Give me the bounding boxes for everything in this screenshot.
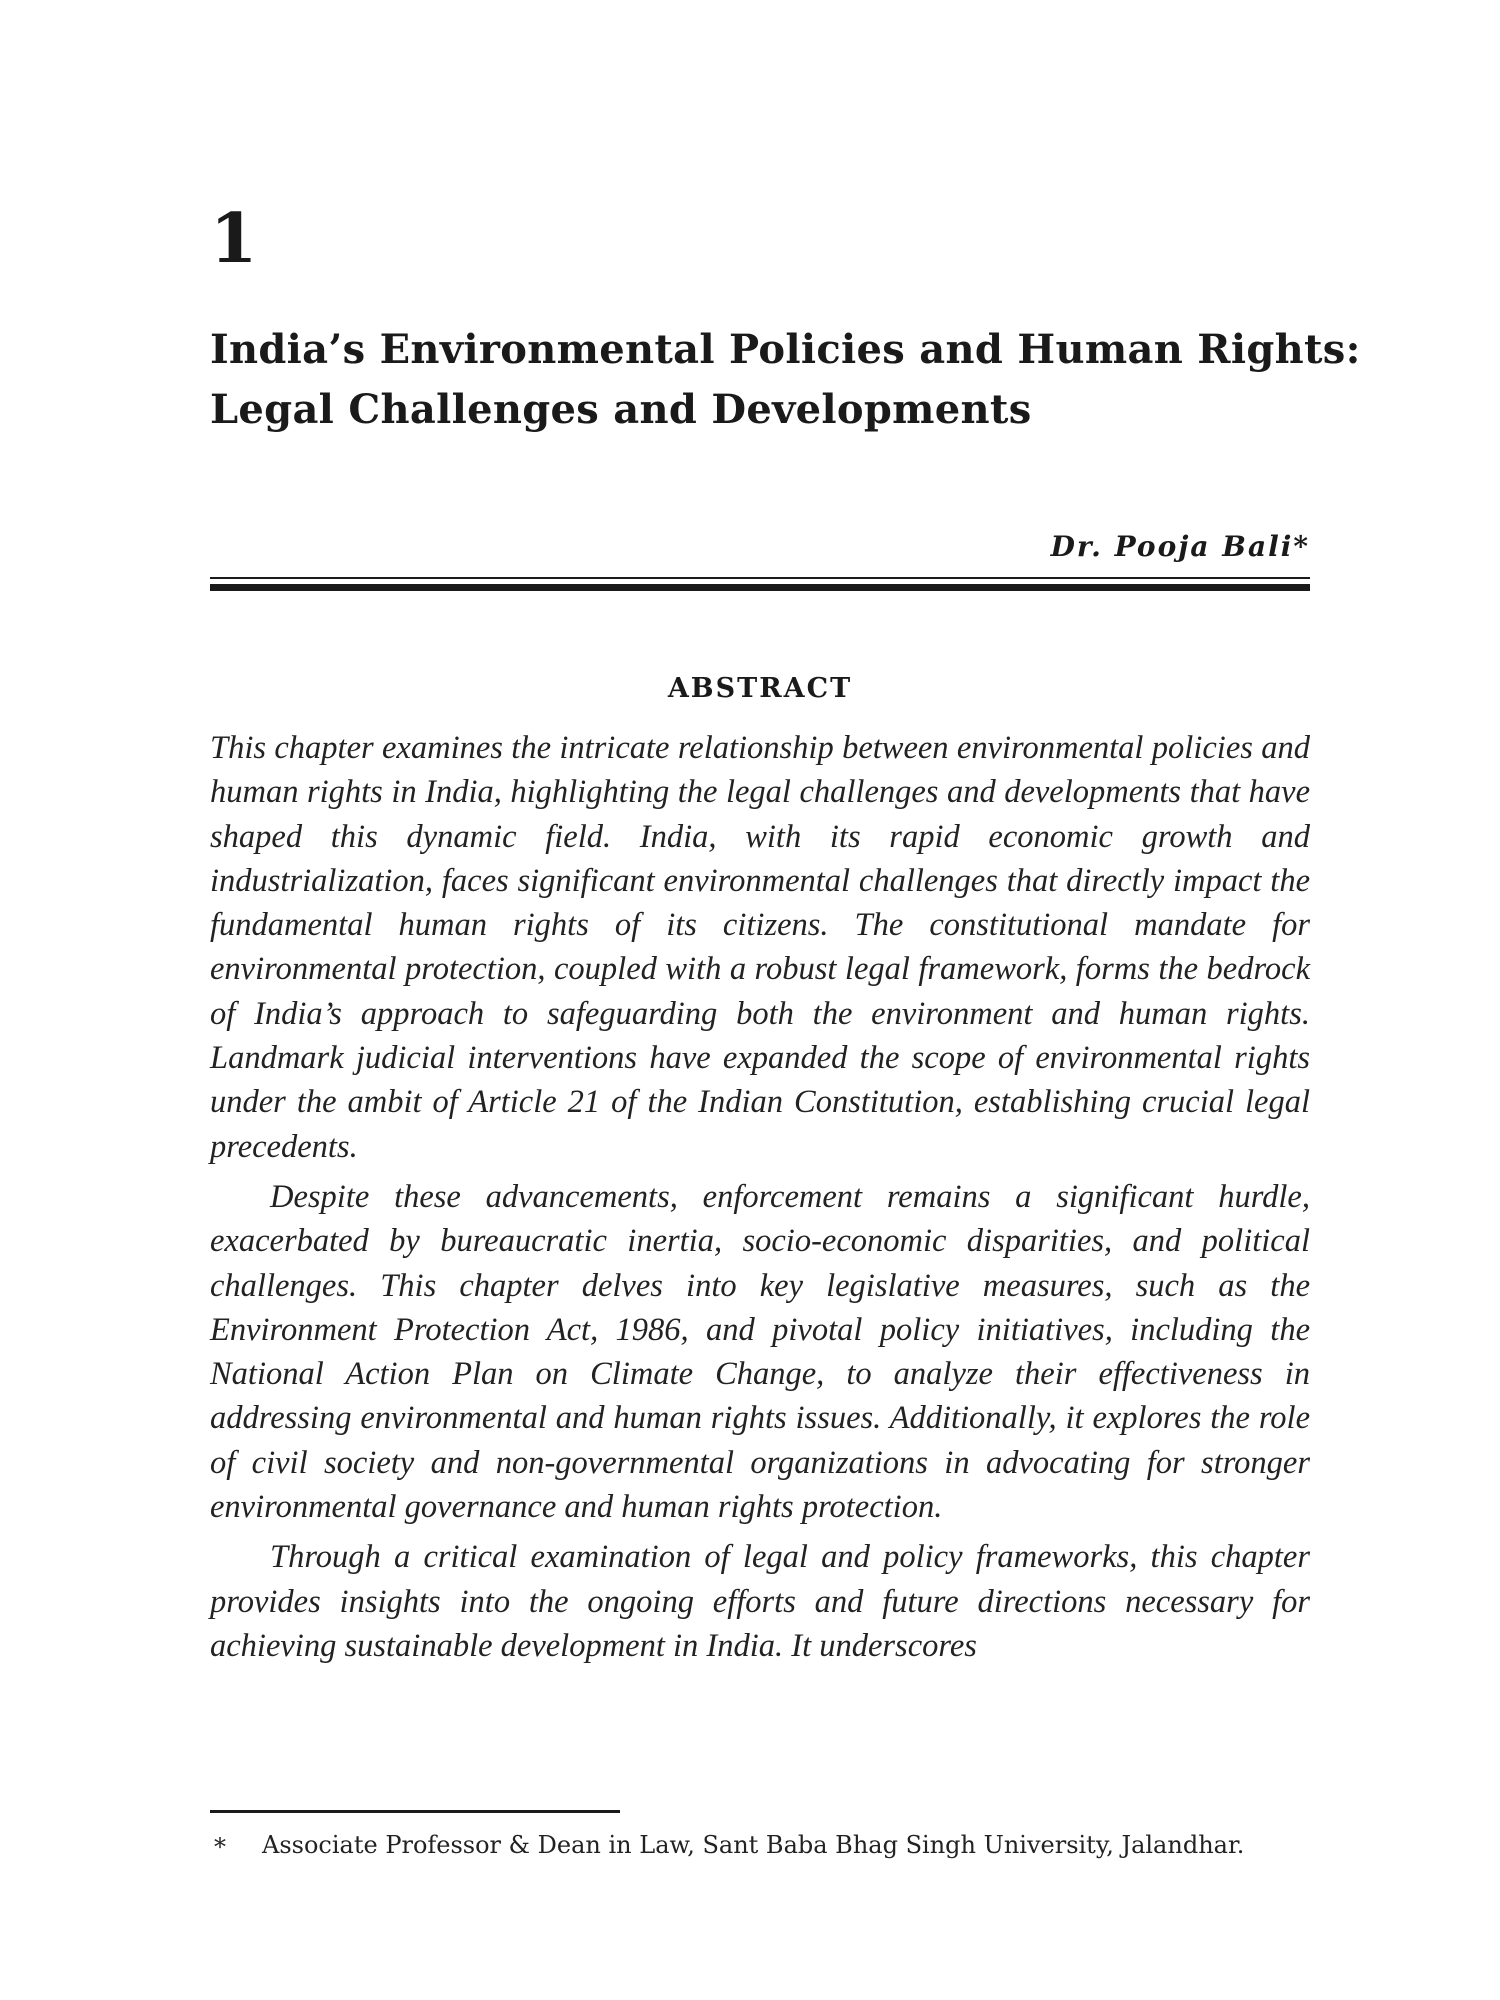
chapter-number: 1 <box>210 199 258 279</box>
footnote-marker: * <box>214 1833 226 1861</box>
header-divider-thin <box>210 577 1310 579</box>
abstract-body <box>210 726 1310 1674</box>
abstract-heading: ABSTRACT <box>667 673 853 704</box>
footnote <box>210 1826 1310 1864</box>
chapter-title-line-1: India’s Environmental Policies and Human Rights: <box>210 326 1361 373</box>
abstract-paragraph-1: This chapter examines the intricate relationship between environmental policies and human rights in India, highlighting the legal challenges and developments that have shaped this dynamic field. India, with its rapid economic growth and industrialization, faces significant environmental challenges that directly impact the fundamental human rights of its citizens. The constitutional mandate for environmental protection, coupled with a robust legal framework, forms the bedrock of India’s approach to safeguarding both the environment and human rights. Landmark judicial interventions have expanded the scope of environmental rights under the ambit of Article 21 of the Indian Constitution, establishing crucial legal precedents. <box>210 730 1310 1165</box>
author-name: Dr. Pooja Bali* <box>1050 530 1310 563</box>
abstract-paragraph-2: Despite these advancements, enforcement remains a significant hurdle, exacerbated by bureaucratic inertia, socio-economic disparities, and political challenges. This chapter delves into key legislative measures, such as the Environment Protection Act, 1986, and pivotal policy initiatives, including the National Action Plan on Climate Change, to analyze their effectiveness in addressing environmental and human rights issues. Additionally, it explores the role of civil society and non-governmental organizations in advocating for stronger environmental governance and human rights protection. <box>210 1178 1310 1526</box>
chapter-title <box>210 320 1361 440</box>
footnote-text: Associate Professor & Dean in Law, Sant Baba Bhag Singh University, Jalandhar. <box>262 1831 1245 1859</box>
header-divider-thick <box>210 584 1310 591</box>
footnote-divider <box>210 1810 620 1813</box>
chapter-title-line-2: Legal Challenges and Developments <box>210 386 1032 433</box>
abstract-paragraph-3: Through a critical examination of legal and policy frameworks, this chapter provides insights into the ongoing efforts and future directions necessary for achieving sustainable development in India. It underscores <box>210 1539 1310 1664</box>
